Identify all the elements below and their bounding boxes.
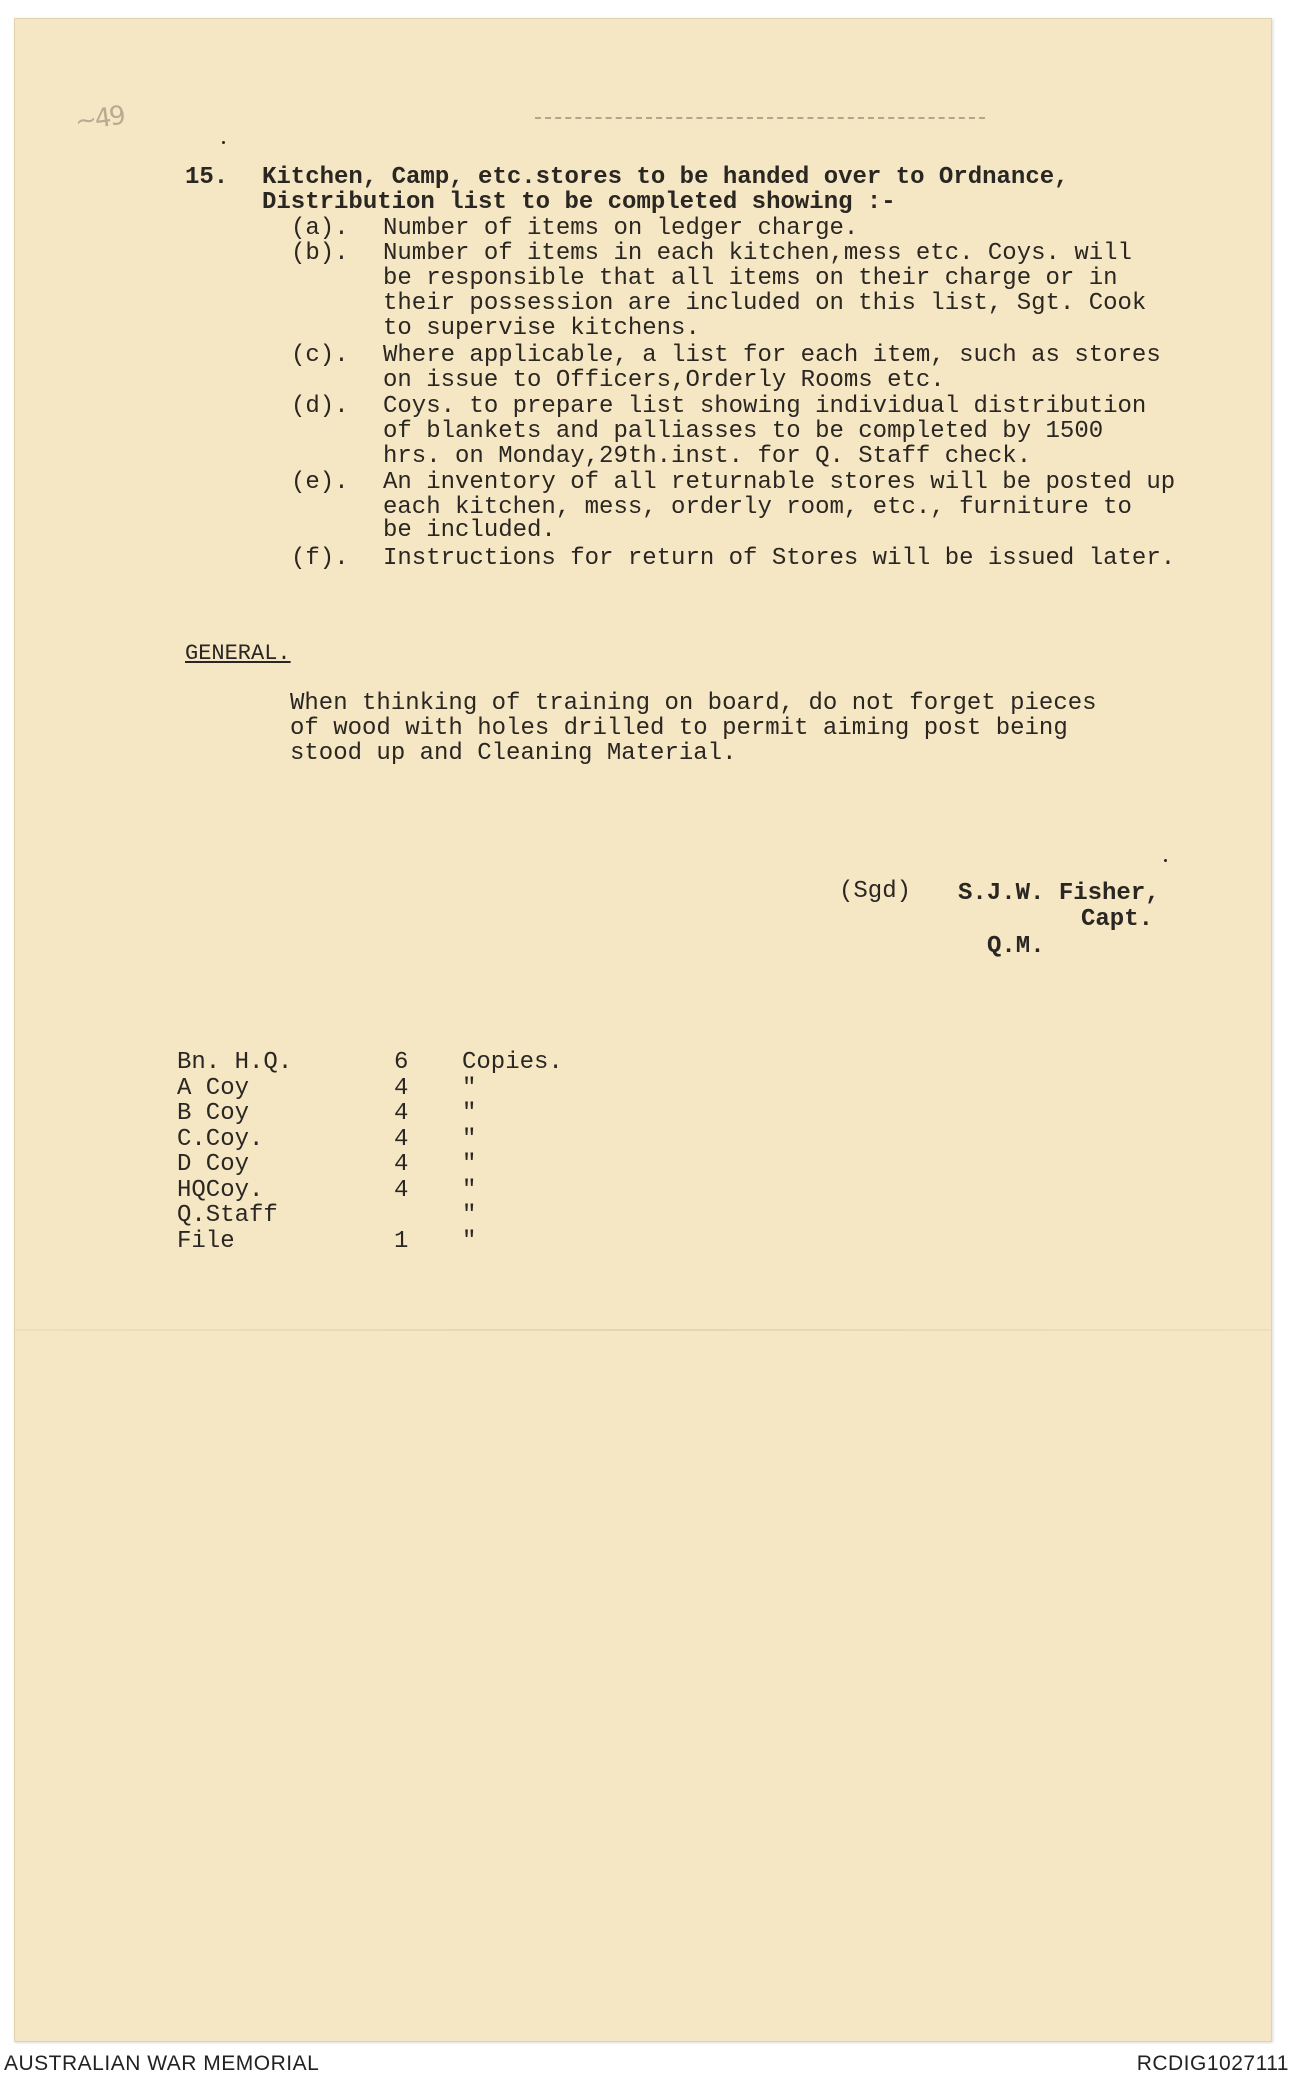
subitem-label: (e).	[291, 469, 349, 496]
distribution-count: 6	[394, 1049, 409, 1076]
footer-institution: AUSTRALIAN WAR MEMORIAL	[4, 2052, 320, 2075]
subitem-line: Where applicable, a list for each item, such as stores	[383, 342, 1161, 369]
paper-fold	[15, 1329, 1271, 1331]
pencil-mark: ~49	[73, 100, 126, 138]
subitem-label: (c).	[291, 342, 349, 369]
subitem-label: (b).	[291, 240, 349, 267]
item-heading-line: Distribution list to be completed showing :-	[262, 189, 896, 216]
general-line: stood up and Cleaning Material.	[290, 740, 737, 767]
distribution-unit: "	[462, 1100, 477, 1127]
distribution-unit: "	[462, 1227, 477, 1255]
subitem-line: Instructions for return of Stores will be issued later.	[383, 545, 1176, 572]
distribution-unit: Copies.	[462, 1049, 563, 1076]
distribution-count: 4	[394, 1176, 409, 1204]
distribution-unit: "	[462, 1074, 477, 1102]
subitem-line: each kitchen, mess, orderly room, etc., furniture to	[383, 494, 1132, 521]
signature-rank: Capt.	[1081, 906, 1154, 933]
item-number: 15.	[185, 164, 229, 191]
general-line: When thinking of training on board, do not forget pieces	[290, 690, 1097, 717]
distribution-unit: "	[462, 1125, 477, 1153]
document-page	[14, 18, 1272, 2042]
item-heading-line: Kitchen, Camp, etc.stores to be handed over to Ordnance,	[262, 164, 1069, 191]
subitem-line: be responsible that all items on their charge or in	[383, 265, 1118, 292]
distribution-unit: "	[462, 1151, 477, 1178]
subitem-label: (f).	[291, 545, 349, 572]
subitem-line: hrs. on Monday,29th.inst. for Q. Staff check.	[383, 443, 1032, 470]
distribution-name: HQCoy.	[177, 1176, 264, 1204]
subitem-line: to supervise kitchens.	[383, 315, 700, 342]
subitem-line: Number of items in each kitchen,mess etc. Coys. will	[383, 240, 1132, 267]
distribution-name: Bn. H.Q.	[177, 1049, 293, 1076]
distribution-count: 4	[394, 1074, 409, 1102]
signature-sgd: (Sgd)	[839, 878, 912, 905]
general-heading: GENERAL.	[185, 641, 291, 666]
distribution-unit: "	[462, 1202, 477, 1229]
subitem-label: (d).	[291, 393, 349, 420]
distribution-unit: "	[462, 1176, 477, 1204]
distribution-name: Q.Staff	[177, 1202, 278, 1229]
subitem-line: their possession are included on this list, Sgt. Cook	[383, 290, 1147, 317]
subitem-line: be included.	[383, 517, 556, 544]
distribution-count: 4	[394, 1151, 409, 1178]
top-dashed-rule	[535, 117, 985, 119]
stray-dot	[222, 141, 225, 144]
distribution-count: 1	[394, 1227, 409, 1255]
subitem-line: Coys. to prepare list showing individual distribution	[383, 393, 1147, 420]
distribution-name: B Coy	[177, 1100, 250, 1127]
general-paragraph	[290, 691, 1097, 766]
distribution-name: D Coy	[177, 1151, 250, 1178]
subitem-line: An inventory of all returnable stores will be posted up	[383, 469, 1176, 496]
signature-role: Q.M.	[987, 933, 1045, 960]
archive-footer	[0, 2044, 1295, 2081]
subitem-line: of blankets and palliasses to be completed by 1500	[383, 418, 1104, 445]
distribution-count: 4	[394, 1100, 409, 1127]
distribution-name: A Coy	[177, 1074, 250, 1102]
subitem-label: (a).	[291, 215, 349, 242]
distribution-count: 4	[394, 1125, 409, 1153]
subitem-line: Number of items on ledger charge.	[383, 215, 859, 242]
footer-catalog-id: RCDIG1027111	[1136, 2052, 1289, 2075]
stray-dot	[1164, 859, 1167, 862]
subitem-line: on issue to Officers,Orderly Rooms etc.	[383, 367, 945, 394]
distribution-name: C.Coy.	[177, 1125, 264, 1153]
distribution-name: File	[177, 1227, 235, 1255]
signature-name: S.J.W. Fisher,	[958, 880, 1160, 907]
general-line: of wood with holes drilled to permit aiming post being	[290, 715, 1068, 742]
